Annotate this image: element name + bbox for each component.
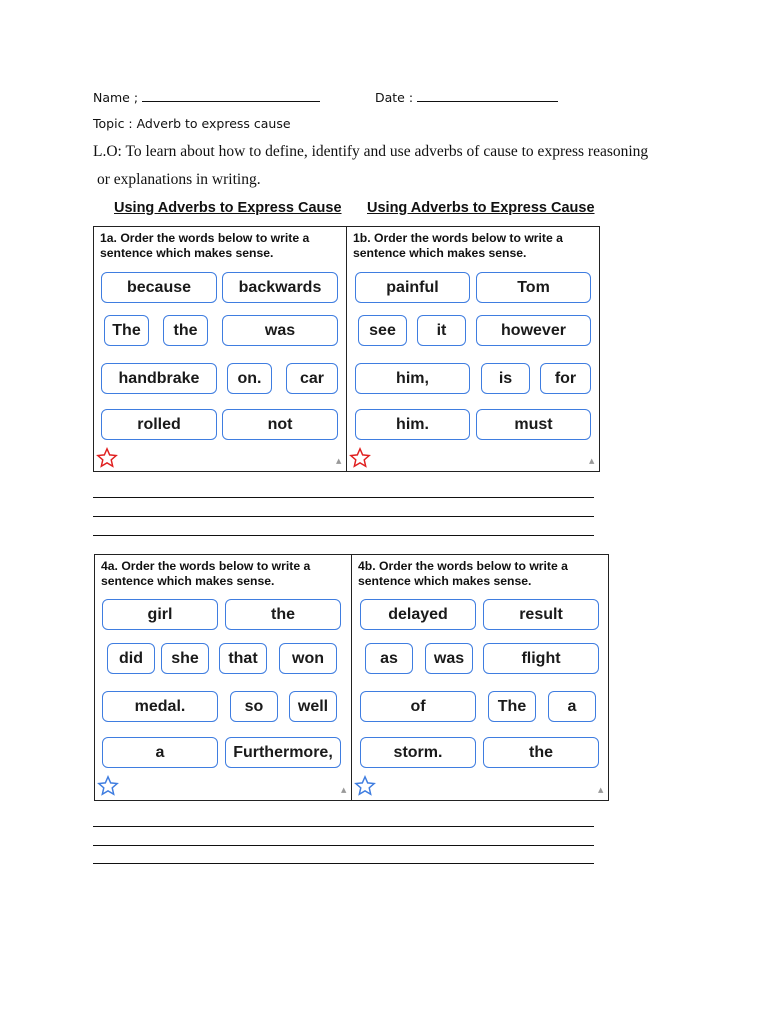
word-card[interactable]: handbrake [101,363,217,394]
panel-1a [93,226,347,472]
word-card[interactable]: not [222,409,338,440]
corner-mark-icon: ▲ [598,786,604,794]
instruction-4b: 4b. Order the words below to write a sentence which makes sense. [358,559,568,588]
corner-mark-icon: ▲ [341,786,347,794]
word-card[interactable]: as [365,643,413,674]
word-card[interactable]: car [286,363,338,394]
word-card[interactable]: The [488,691,536,722]
word-card[interactable]: because [101,272,217,303]
name-field[interactable] [93,89,320,105]
answer-line[interactable] [93,845,594,846]
lo-line-2: or explanations in writing. [97,171,261,188]
word-card[interactable]: painful [355,272,470,303]
word-card[interactable]: must [476,409,591,440]
star-blue-icon [354,775,376,797]
corner-mark-icon: ▲ [336,457,342,465]
word-card[interactable]: was [425,643,473,674]
word-card[interactable]: rolled [101,409,217,440]
corner-mark-icon: ▲ [589,457,595,465]
word-card[interactable]: storm. [360,737,476,768]
word-card[interactable]: flight [483,643,599,674]
word-card[interactable]: on. [227,363,272,394]
star-red-icon [96,447,118,469]
word-card[interactable]: delayed [360,599,476,630]
word-card[interactable]: backwards [222,272,338,303]
word-card[interactable]: it [417,315,466,346]
word-card[interactable]: The [104,315,149,346]
instruction-4a: 4a. Order the words below to write a sentence which makes sense. [101,559,311,588]
star-red-icon [349,447,371,469]
lo-line-1: L.O: To learn about how to define, identify and use adverbs of cause to express reasoning [93,143,649,160]
answer-line[interactable] [93,826,594,827]
word-card[interactable]: the [225,599,341,630]
sheet-title-right: Using Adverbs to Express Cause [367,200,595,216]
answer-line[interactable] [93,535,594,536]
word-card[interactable]: medal. [102,691,218,722]
word-card[interactable]: a [548,691,596,722]
word-card[interactable]: well [289,691,337,722]
word-card[interactable]: was [222,315,338,346]
instruction-1b: 1b. Order the words below to write a sentence which makes sense. [353,231,563,260]
name-blank[interactable] [142,89,320,102]
word-card[interactable]: him. [355,409,470,440]
word-card[interactable]: see [358,315,407,346]
word-card[interactable]: of [360,691,476,722]
word-card[interactable]: result [483,599,599,630]
word-card[interactable]: however [476,315,591,346]
date-field[interactable] [375,89,558,105]
word-card[interactable]: the [483,737,599,768]
word-card[interactable]: she [161,643,209,674]
answer-line[interactable] [93,497,594,498]
word-card[interactable]: won [279,643,337,674]
date-label: Date : [375,90,414,105]
sheet-title-left: Using Adverbs to Express Cause [114,200,342,216]
panel-4b [351,554,609,801]
word-card[interactable]: the [163,315,208,346]
panel-1b [346,226,600,472]
word-card[interactable]: for [540,363,591,394]
word-card[interactable]: did [107,643,155,674]
date-blank[interactable] [417,89,558,102]
word-card[interactable]: Furthermore, [225,737,341,768]
word-card[interactable]: a [102,737,218,768]
instruction-1a: 1a. Order the words below to write a sentence which makes sense. [100,231,310,260]
star-blue-icon [97,775,119,797]
word-card[interactable]: is [481,363,530,394]
answer-line[interactable] [93,516,594,517]
answer-line[interactable] [93,863,594,864]
word-card[interactable]: him, [355,363,470,394]
word-card[interactable]: Tom [476,272,591,303]
word-card[interactable]: so [230,691,278,722]
word-card[interactable]: girl [102,599,218,630]
panel-4a [94,554,352,801]
name-label: Name ; [93,90,139,105]
word-card[interactable]: that [219,643,267,674]
topic-line: Topic : Adverb to express cause [93,116,291,131]
